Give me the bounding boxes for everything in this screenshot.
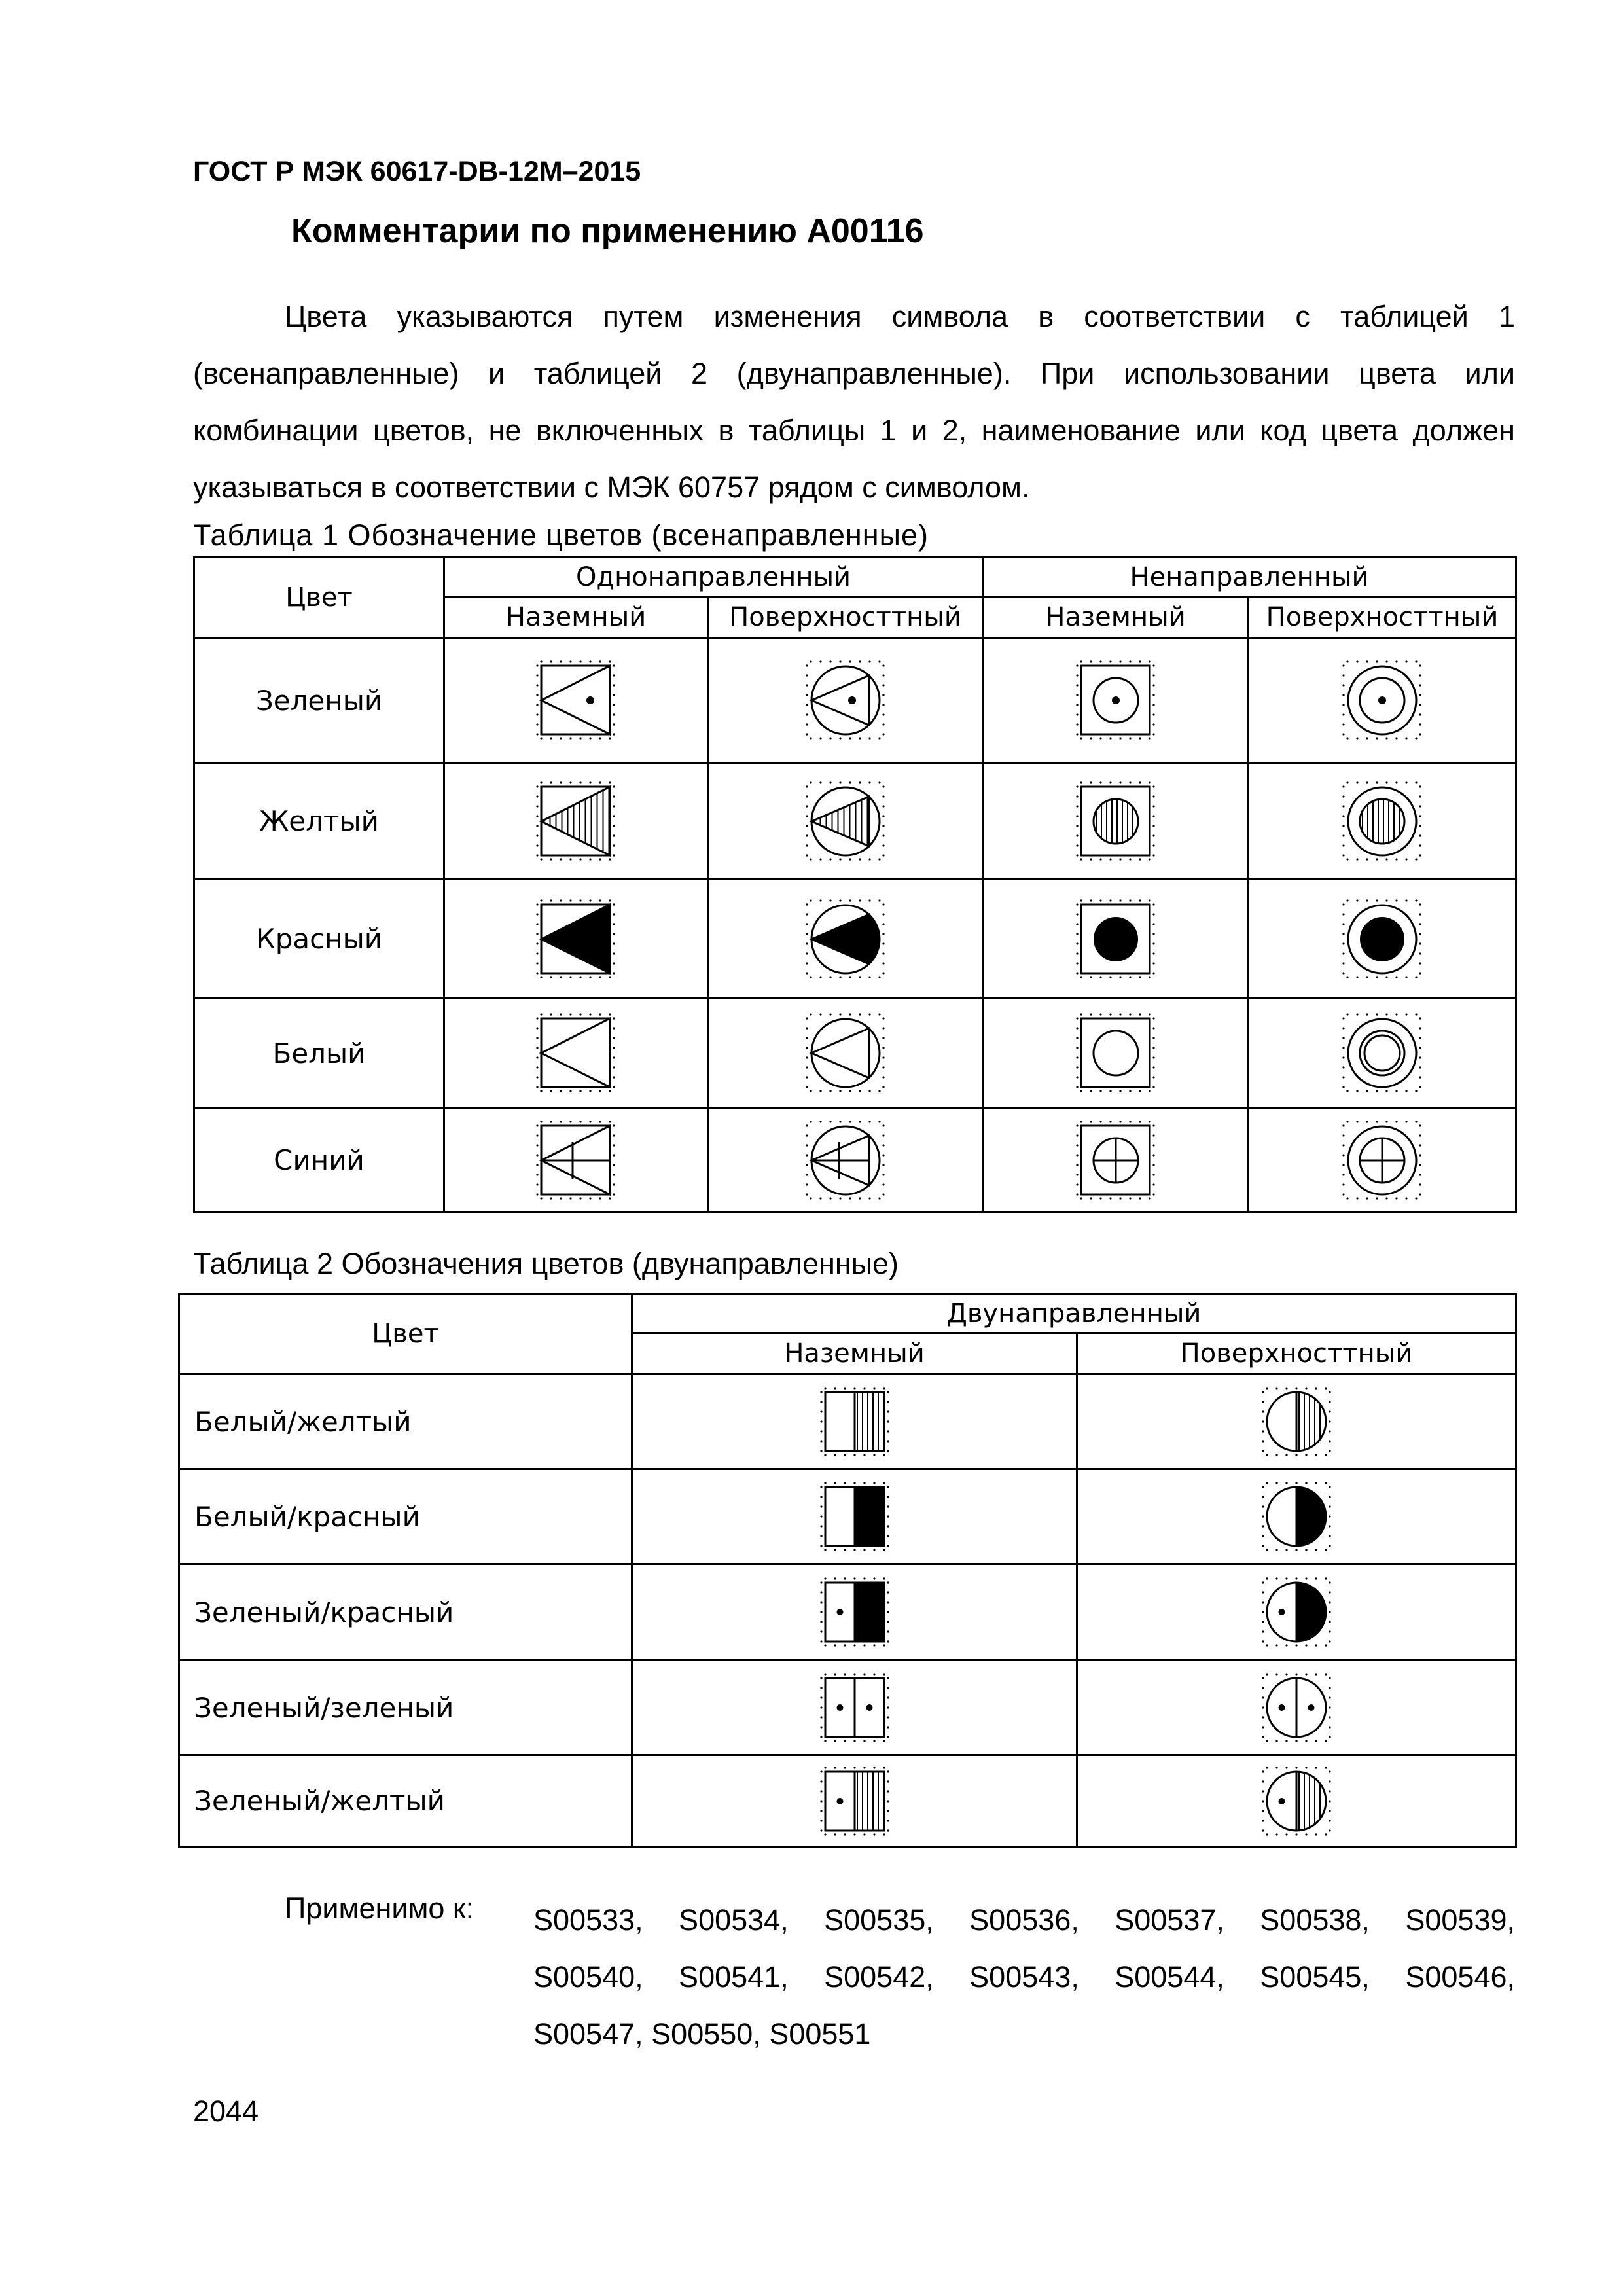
white-nondirectional-ground-icon [1067, 1004, 1165, 1102]
yellow-unidirectional-surface-icon [796, 772, 895, 870]
applies-to-list [533, 1892, 1515, 2062]
document-code: ГОСТ Р МЭК 60617-DB-12M–2015 [193, 156, 641, 187]
green-yellow-bidirectional-ground-icon [812, 1759, 897, 1844]
white-red-bidirectional-surface-icon [1254, 1474, 1339, 1559]
table1-subheader-ground: Наземный [983, 597, 1249, 638]
body-paragraph [193, 288, 1515, 516]
table2-caption: Таблица 2 Обозначения цветов (двунаправленные) [193, 1247, 899, 1280]
body-paragraph-text: Цвета указываются путем изменения символа в соответствии с таблицей 1 (всенаправленные) и таблицей 2 (двунаправленные). При использовании цвета или комбинации цветов, не включенных в таблицы 1 и 2, наименование или код цвета должен указываться в соответствии с МЭК 60757 рядом с символом. [193, 300, 1515, 504]
green-unidirectional-ground-icon [527, 651, 625, 749]
blue-nondirectional-surface-icon [1333, 1111, 1431, 1210]
row-label: Синий [194, 1108, 444, 1213]
table-row [194, 999, 1516, 1108]
green-green-bidirectional-ground-icon [812, 1665, 897, 1750]
green-nondirectional-ground-icon [1067, 651, 1165, 749]
table2-header-color: Цвет [179, 1294, 632, 1374]
page-number: 2044 [193, 2094, 259, 2128]
table-row [194, 880, 1516, 999]
table1-subheader-surface: Поверхносттный [708, 597, 983, 638]
white-yellow-bidirectional-surface-icon [1254, 1379, 1339, 1464]
red-nondirectional-surface-icon [1333, 890, 1431, 988]
green-green-bidirectional-surface-icon [1254, 1665, 1339, 1750]
table-row [179, 1660, 1516, 1755]
applies-to-label: Применимо к: [285, 1892, 474, 1925]
table1-header-nondirectional: Ненаправленный [983, 558, 1516, 597]
row-label: Белый [194, 999, 444, 1108]
section-title: Комментарии по применению А00116 [291, 212, 924, 250]
applies-to-line: S00540, S00541, S00542, S00543, S00544, S00545, S00546, [533, 1960, 1515, 1994]
green-red-bidirectional-surface-icon [1254, 1570, 1339, 1655]
white-unidirectional-ground-icon [527, 1004, 625, 1102]
green-nondirectional-surface-icon [1333, 651, 1431, 749]
table1-header-color: Цвет [194, 558, 444, 638]
row-label: Зеленый/зеленый [179, 1660, 632, 1755]
table-row [179, 1755, 1516, 1847]
white-red-bidirectional-ground-icon [812, 1474, 897, 1559]
table-row [194, 638, 1516, 763]
white-nondirectional-surface-icon [1333, 1004, 1431, 1102]
blue-nondirectional-ground-icon [1067, 1111, 1165, 1210]
row-label: Зеленый/желтый [179, 1755, 632, 1847]
table1-omnidirectional-colors [193, 556, 1517, 1213]
blue-unidirectional-ground-icon [527, 1111, 625, 1210]
table2-subheader-surface: Поверхносттный [1077, 1333, 1516, 1374]
yellow-nondirectional-ground-icon [1067, 772, 1165, 870]
white-yellow-bidirectional-ground-icon [812, 1379, 897, 1464]
row-label: Белый/желтый [179, 1374, 632, 1469]
table2-header-bidirectional: Двунаправленный [632, 1294, 1516, 1333]
red-nondirectional-ground-icon [1067, 890, 1165, 988]
table1-subheader-ground: Наземный [444, 597, 708, 638]
table1-subheader-surface: Поверхносттный [1249, 597, 1516, 638]
blue-unidirectional-surface-icon [796, 1111, 895, 1210]
applies-to-line: S00533, S00534, S00535, S00536, S00537, S00538, S00539, [533, 1903, 1515, 1937]
table-row [179, 1564, 1516, 1660]
table-row [179, 1469, 1516, 1564]
row-label: Красный [194, 880, 444, 999]
yellow-unidirectional-ground-icon [527, 772, 625, 870]
green-yellow-bidirectional-surface-icon [1254, 1759, 1339, 1844]
table2-subheader-ground: Наземный [632, 1333, 1077, 1374]
row-label: Зеленый/красный [179, 1564, 632, 1660]
green-red-bidirectional-ground-icon [812, 1570, 897, 1655]
table2-bidirectional-colors [178, 1293, 1517, 1848]
red-unidirectional-surface-icon [796, 890, 895, 988]
table1-header-unidirectional: Однонаправленный [444, 558, 983, 597]
table-row [194, 1108, 1516, 1213]
table-row [194, 763, 1516, 880]
yellow-nondirectional-surface-icon [1333, 772, 1431, 870]
row-label: Желтый [194, 763, 444, 880]
red-unidirectional-ground-icon [527, 890, 625, 988]
white-unidirectional-surface-icon [796, 1004, 895, 1102]
applies-to-line: S00547, S00550, S00551 [533, 2017, 871, 2051]
row-label: Белый/красный [179, 1469, 632, 1564]
green-unidirectional-surface-icon [796, 651, 895, 749]
table1-caption: Таблица 1 Обозначение цветов (всенаправленные) [193, 518, 929, 552]
table-row [179, 1374, 1516, 1469]
row-label: Зеленый [194, 638, 444, 763]
